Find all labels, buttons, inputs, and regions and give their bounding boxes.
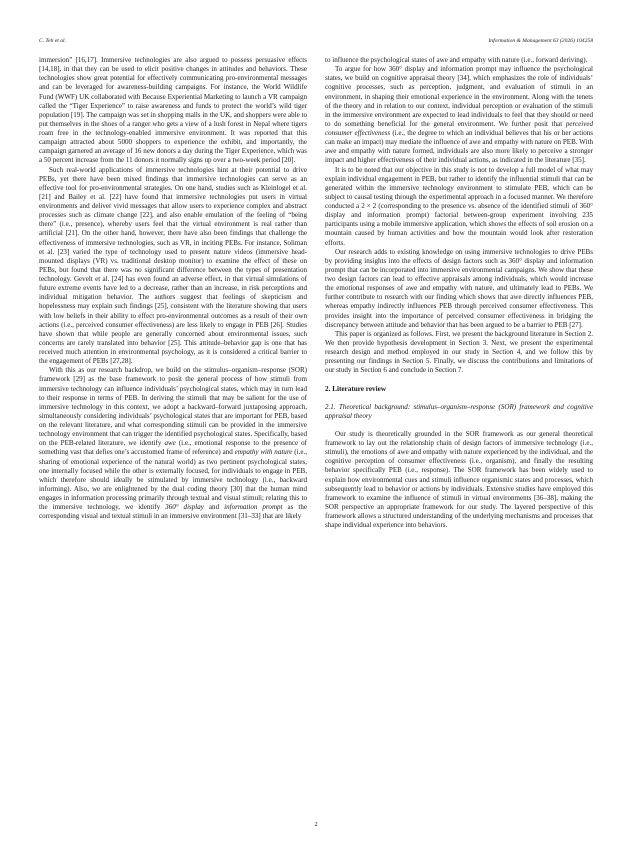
text-run: (i.e., the degree to which an individual believes that his or her actions can make an impact) may mediate the influence of awe and empathy with nature on PEB. With awe and empathy with nature formed, individuals are also more likely to perceive a stronger impact and higher effectiveness of their individual actions, as indicated in the literature [35].	[325, 129, 593, 165]
running-header	[39, 38, 593, 48]
paragraph: Our study is theoretically grounded in the SOR framework as our general theoretical framework to lay out the relationship chain of design factors of immersive technology (i.e., stimuli), the emotions of awe and empathy with nature experienced by the individual, and the cognitive perception of consumer effectiveness (i.e., organism), and finally the resulting behavior specifically PEB (i.e., response). The SOR framework has been widely used to explain how environmental cues and stimuli influence organismic states and processes, which subsequently lead to behavior or actions by individuals. Extensive studies have employed this framework to examine the influence of stimuli in virtual environments [36–38], making the SOR perspective an appropriate framework for our study. The layered perspective of this framework allows a structured understanding of the underlying mechanisms and processes that shape individual experience into behaviors.	[325, 429, 593, 530]
right-column	[325, 56, 593, 530]
emphasis-awe: awe	[164, 439, 176, 448]
text-run: (i.e., emotional response to the presence of something vast that defies one’s accustomed frame of reference) and	[39, 439, 307, 457]
paragraph	[325, 65, 593, 165]
section-heading: 2. Literature review	[325, 385, 387, 394]
emphasis-empathy: empathy with nature	[234, 448, 293, 457]
paragraph	[39, 366, 307, 521]
text-run: To argue for how 360° display and information prompt may influence the psychological states, we build on cognitive appraisal theory [34], which emphasizes the role of individuals’ cognitive processes, such as perception, judgment, and evaluation of stimuli in an environment, in shaping their emotional experience in the environment. Along with the tenets of the theory and in relation to our context, individual perception or evaluation of the stimuli in the immersive environment are expected to lead individuals to feel that they should or need to do something beneficial for the general environment. We further posit that	[325, 65, 593, 128]
paragraph: This paper is organized as follows. First, we present the background literature in Section 2. We then provide hypothesis development in Section 3. Next, we present the experimental research design and method employed in our study in Section 4, and we follow this by presenting our findings in Section 5. Finally, we discuss the contributions and limitations of our study in Section 6 and conclude in Section 7.	[325, 329, 593, 375]
emphasis-prompt: information prompt	[224, 503, 283, 512]
emphasis-display: 360° display	[165, 503, 204, 512]
header-journal: Information & Management 63 (2026) 104258	[488, 38, 593, 44]
paragraph: It is to be noted that our objective in this study is not to develop a full model of what may explain individual engagement in PEB, but rather to identify the influential stimuli that can be generated within the immersive technology environment to stimulate PEB, which can be subject to causal testing through the experimental approach in a focused manner. We therefore conducted a 2 × 2 (corresponding to the presence vs. absence of the identified stimuli of 360° display and information prompt) factorial between-group experiment involving 235 participants using a mobile immersive application, which shows the effects of soil erosion on a mountain caused by human activities and how the mountain would look after restoration efforts.	[325, 165, 593, 247]
paragraph: to influence the psychological states of awe and empathy with nature (i.e., forward deriving).	[325, 56, 588, 64]
subsection-heading: 2.1. Theoretical background: stimulus–organism–response (SOR) framework and cognitive appraisal theory	[325, 402, 593, 420]
paragraph: Such real-world applications of immersive technologies hint at their potential to drive PEBs, yet there have been mixed findings that immersive technologies can serve as an effective tool for pro-environmental strategies. On one hand, studies such as Kleinlogel et al. [21] and Bailey et al. [22] have found that immersive technologies put users in virtual environments and deliver vivid messages that allow users to experience complex and abstract processes such as climate change [22], and also enable emulation of the feeling of “being there” (i.e., presence), whereby users feel that the virtual environment is real rather than artificial [21]. On the other hand, however, there have also been findings that challenge the effectiveness of immersive technologies, such as VR, in inciting PEBs. For instance, Soliman et al. [23] varied the type of technology used to present nature videos (immersive head-mounted displays (VR) vs. traditional desktop monitor) to examine the effect of these on PEBs, but found that there was no significant difference between the types of presentation technology. Gevelt et al. [24] has even found an adverse effect, in that virtual simulations of future extreme events have led to a decrease, rather than an increase, in risk perceptions and individual mitigation behavior. The authors suggest that feelings of skepticism and hopelessness may explain such findings [25], consistent with the literature showing that users with low beliefs in their ability to effect pro-environmental outcomes as a result of their own actions (i.e., perceived consumer effectiveness) are less likely to engage in PEB [26]. Studies have shown that while people are generally concerned about environmental issues, such concerns are rarely translated into behavior [25]. This attitude–behavior gap is one that has received much attention in environmental psychology, as it is considered a critical barrier to the engagement of PEBs [27,28].	[39, 165, 307, 366]
text-run: and	[203, 503, 225, 512]
text-run: (i.e., sharing of emotional experience of the natural world) as two pertinent psychological states, one internally focused while the other is externally focused, for individuals to engage in PEB, which therefore should ideally be stimulated by immersive technology (i.e., backward informing). Also, we are enlightened by the dual coding theory [30] that the human mind engages in information processing primarily through textual and visual stimuli; relating this to the immersive technology, we identify	[39, 448, 307, 512]
left-column	[39, 56, 307, 521]
header-authors: C. Teh et al.	[39, 38, 66, 44]
paragraph: Our research adds to existing knowledge on using immersive technologies to drive PEBs by providing insights into the effects of design factors such as 360° display and information prompt that can be incorporated into immersive environmental campaigns. We show that these two design factors can lead to effective appraisals among individuals, which would increase the emotional responses of awe and empathy with nature, and ultimately lead to PEBs. We further contribute to research with our finding which shows that awe directly influences PEB, whereas empathy indirectly influences PEB through perceived consumer effectiveness. This provides insight into the importance of perceived consumer effectiveness in bridging the discrepancy between attitude and behavior that has been argued to be a barrier to PEB [27].	[325, 247, 593, 329]
emphasis-pce: perceived consumer effectiveness	[325, 119, 593, 137]
text-run: With this as our research backdrop, we build on the stimulus–organism–response (SOR) framework [29] as the base framework to posit the general process of how stimuli from immersive technology can influence individuals’ psychological states, which may in turn lead to their response in terms of PEB. In deriving the stimuli that may be salient for the use of immersive technology in this context, we adopt a backward–forward juxtaposing approach, simultaneously considering individuals’ psychological states that are important for PEB, based on the relevant literature, and what corresponding stimuli can be provided in the immersive technology environment that can trigger the identified psychological states. Specifically, based on the PEB-related literature, we identify	[39, 366, 307, 448]
text-run: as the corresponding visual and textual stimuli in an immersive environment [31–33] that are likely	[39, 503, 308, 521]
paragraph: immersion” [16,17]. Immersive technologies are also argued to possess persuasive effects [14,18], in that they can be used to elicit positive changes in attitudes and behaviors. These technologies show great potential for effectively communicating pro-environmental messages and can be leveraged for awareness-building campaigns. For instance, the World Wildlife Fund (WWF) UK collaborated with Because Experiential Marketing to launch a VR campaign called the “Tiger Experience” to raise awareness and funds to protect the world’s wild tiger population [19]. The campaign was set in shopping malls in the UK, and shoppers were able to put themselves in the shoes of a ranger who gets a view of a lush forest in Nepal where tigers roam free in the technology-enabled immersive environment. It was reported that this campaign attracted about 5000 shoppers to experience the exhibit, and importantly, the campaign garnered an average of 16 new donors a day during the Tiger Experience, which was a 50 percent increase from the 11 donors it normally signs up over a two-week period [20].	[39, 56, 307, 165]
page-number: 2	[314, 821, 318, 828]
